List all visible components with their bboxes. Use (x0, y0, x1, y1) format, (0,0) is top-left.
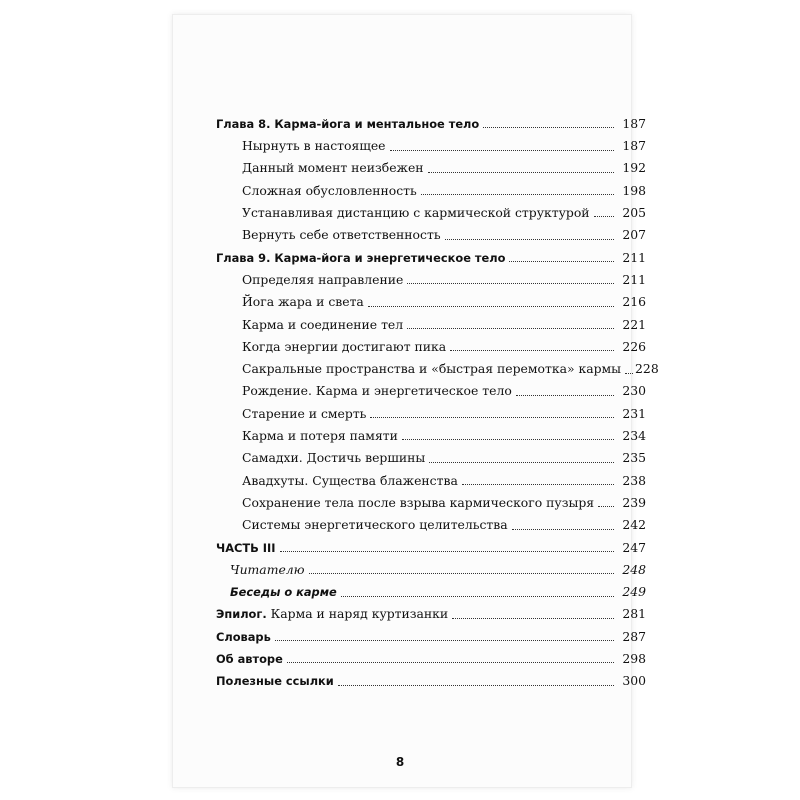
toc-entry (216, 621, 646, 643)
table-of-contents (216, 108, 659, 689)
toc-entry-text: Карма и потеря памяти (242, 428, 398, 444)
toc-page-number: 287 (622, 628, 646, 644)
toc-page-number: 230 (622, 383, 646, 399)
toc-entry (216, 465, 646, 487)
dot-leader (625, 373, 633, 374)
toc-entry-text: Читателю (230, 561, 305, 577)
toc-entry (216, 487, 646, 509)
toc-entry-text: Сакральные пространства и «быстрая перемотка» кармы (242, 361, 622, 377)
toc-entry (216, 197, 646, 219)
toc-entry (216, 219, 646, 241)
toc-page-number: 187 (622, 115, 646, 131)
toc-page-number: 205 (622, 205, 646, 221)
dot-leader (509, 261, 614, 262)
toc-entry-heading: Полезные ссылки (216, 674, 334, 689)
toc-entry-title (230, 561, 307, 577)
toc-entry-title (242, 430, 400, 442)
toc-page-number: 248 (622, 561, 646, 577)
dot-leader (407, 328, 614, 329)
dot-leader (450, 350, 614, 351)
toc-entry-title (242, 182, 419, 198)
toc-entry (216, 331, 646, 353)
dot-leader (452, 618, 614, 619)
toc-entry (216, 420, 646, 442)
dot-leader (402, 439, 614, 440)
toc-entry-title (216, 252, 507, 264)
dot-leader (390, 150, 614, 151)
toc-entry-text: Устанавливая дистанцию с кармической структурой (242, 205, 590, 221)
toc-entry-title (216, 542, 278, 554)
toc-page-number: 235 (622, 450, 646, 466)
toc-entry (216, 353, 659, 377)
toc-entry (216, 153, 646, 175)
dot-leader (516, 395, 614, 396)
dot-leader (275, 640, 614, 641)
toc-page-number: 228 (635, 361, 659, 377)
dot-leader (287, 662, 614, 663)
toc-page-number: 234 (622, 428, 646, 444)
toc-page-number: 281 (622, 606, 646, 622)
dot-leader (341, 596, 614, 597)
toc-entry-heading: Беседы о карме (230, 585, 337, 600)
toc-page-number: 216 (622, 294, 646, 310)
dot-leader (429, 462, 614, 463)
toc-entry-title (216, 631, 273, 643)
toc-entry-text: Карма и наряд куртизанки (270, 606, 449, 622)
toc-entry-title (242, 363, 623, 375)
toc-entry-title (242, 472, 460, 488)
toc-page-number: 192 (622, 160, 646, 176)
toc-entry (216, 309, 646, 331)
toc-entry (216, 130, 646, 152)
toc-entry-title (242, 405, 368, 421)
toc-page-number: 239 (622, 494, 646, 510)
toc-page-number: 187 (622, 138, 646, 154)
toc-entry (216, 532, 646, 554)
toc-entry-text: Нырнуть в настоящее (242, 138, 386, 154)
toc-page-number: 242 (622, 517, 646, 533)
dot-leader (407, 283, 614, 284)
toc-entry (216, 242, 646, 264)
toc-page-number: 231 (622, 405, 646, 421)
dot-leader (338, 685, 614, 686)
toc-entry-title (242, 207, 592, 219)
toc-entry (216, 643, 646, 665)
toc-entry-title (242, 140, 388, 152)
toc-entry-title (242, 519, 510, 531)
toc-entry-heading: Об авторе (216, 652, 283, 667)
dot-leader (598, 506, 614, 507)
toc-entry-title (242, 271, 405, 287)
toc-entry-text: Сложная обусловленность (242, 182, 417, 198)
toc-entry-title (216, 608, 450, 620)
toc-entry-text: Сохранение тела после взрыва кармического пузыря (242, 494, 595, 510)
toc-entry-title (242, 338, 448, 354)
toc-entry (216, 554, 646, 576)
toc-entry-title (242, 162, 426, 174)
toc-entry-text: Данный момент неизбежен (242, 160, 424, 176)
toc-page-number: 207 (622, 227, 646, 243)
toc-page-number: 221 (622, 316, 646, 332)
toc-entry (216, 509, 646, 531)
toc-entry-text: Авадхуты. Существа блаженства (242, 472, 458, 488)
toc-entry-text: Рождение. Карма и энергетическое тело (242, 383, 512, 399)
toc-entry-title (242, 229, 443, 241)
toc-page-number: 247 (622, 539, 646, 555)
toc-entry (216, 665, 646, 687)
toc-entry-text: Карма и соединение тел (242, 316, 404, 332)
toc-page-number: 300 (622, 673, 646, 689)
toc-entry-text: Когда энергии достигают пика (242, 338, 447, 354)
toc-entry-title (242, 452, 427, 464)
dot-leader (309, 573, 614, 574)
toc-entry-title (230, 586, 339, 598)
toc-entry-title (242, 494, 596, 510)
dot-leader (280, 551, 614, 552)
toc-page-number: 211 (622, 249, 646, 265)
dot-leader (594, 216, 614, 217)
toc-entry (216, 108, 646, 130)
dot-leader (368, 306, 614, 307)
toc-entry-title (242, 296, 366, 308)
toc-entry-title (242, 316, 405, 332)
toc-entry-title (216, 653, 285, 665)
dot-leader (462, 484, 614, 485)
toc-entry-heading: Глава 8. Карма-йога и ментальное тело (216, 116, 480, 131)
toc-entry (216, 376, 646, 398)
toc-entry-title (216, 675, 336, 687)
toc-entry (216, 175, 646, 197)
toc-entry-text: Определяя направление (242, 271, 404, 287)
dot-leader (445, 239, 614, 240)
toc-entry-text: Самадхи. Достичь вершины (242, 450, 426, 466)
dot-leader (428, 172, 614, 173)
page-number: 8 (395, 755, 405, 769)
toc-entry-heading: Глава 9. Карма-йога и энергетическое тело (216, 250, 506, 265)
toc-entry-heading: ЧАСТЬ III (216, 540, 276, 555)
dot-leader (370, 417, 614, 418)
toc-page-number: 211 (622, 271, 646, 287)
toc-entry-heading: Эпилог. (216, 607, 267, 622)
toc-page-number: 249 (622, 584, 646, 600)
toc-entry (216, 576, 646, 598)
toc-entry-text: Вернуть себе ответственность (242, 227, 441, 243)
dot-leader (421, 194, 614, 195)
toc-page-number: 238 (622, 472, 646, 488)
toc-entry-heading: Словарь (216, 629, 271, 644)
toc-entry-text: Старение и смерть (242, 405, 367, 421)
dot-leader (483, 127, 614, 128)
toc-page-number: 226 (622, 338, 646, 354)
toc-page-number: 198 (622, 182, 646, 198)
toc-entry (216, 398, 646, 420)
toc-entry-title (216, 118, 481, 130)
toc-entry-title (242, 385, 514, 397)
toc-entry-text: Системы энергетического целительства (242, 517, 508, 533)
toc-entry (216, 599, 646, 621)
toc-entry (216, 442, 646, 464)
toc-entry-text: Йога жара и света (242, 294, 364, 310)
dot-leader (512, 529, 614, 530)
toc-entry (216, 286, 646, 308)
toc-page-number: 298 (622, 651, 646, 667)
toc-entry (216, 264, 646, 286)
